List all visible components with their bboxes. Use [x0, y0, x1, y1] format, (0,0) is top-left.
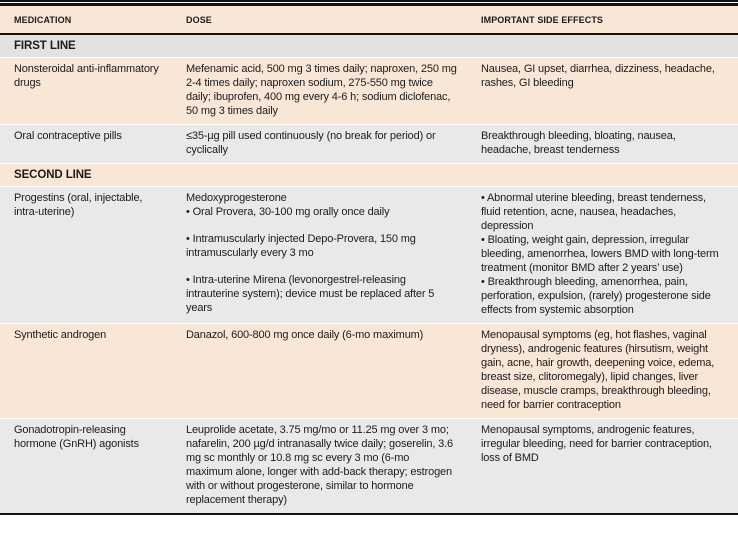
column-header-side-effects: IMPORTANT SIDE EFFECTS [481, 15, 604, 25]
bottom-rule [0, 513, 738, 515]
table-header-row [0, 6, 738, 33]
cell-paragraph: • Oral Provera, 30-100 mg orally once daily [186, 206, 390, 218]
cell-paragraph: Menopausal symptoms, androgenic features, irregular bleeding, need for barrier contraception, loss of BMD [481, 424, 712, 464]
side-effects-cell [467, 58, 738, 124]
cell-paragraph: Breakthrough bleeding, bloating, nausea, headache, breast tenderness [481, 130, 676, 156]
dose-cell [172, 58, 467, 124]
cell-paragraph: Danazol, 600-800 mg once daily (6-mo maximum) [186, 329, 424, 341]
section-header-first-line [0, 35, 738, 57]
cell-paragraph: • Breakthrough bleeding, amenorrhea, pain, perforation, expulsion, (rarely) progesterone side effects from systemic absorption [481, 276, 711, 316]
section-label: SECOND LINE [14, 169, 92, 181]
cell-paragraph: Leuprolide acetate, 3.75 mg/mo or 11.25 mg over 3 mo; nafarelin, 200 µg/d intranasally twice daily; goserelin, 3.6 mg sc monthly or 10.8 mg sc every 3 mo (6-mo maximum alone, longer with add-back therapy; estrogen with or without progesterone, similar to hormone replacement therapy) [186, 424, 453, 506]
cell-paragraph: Nausea, GI upset, diarrhea, dizziness, headache, rashes, GI bleeding [481, 63, 715, 89]
dose-cell [172, 125, 467, 163]
table-row-gnrh-agonists [0, 418, 738, 513]
cell-paragraph: ≤35-µg pill used continuously (no break for period) or cyclically [186, 130, 436, 156]
dose-cell [172, 187, 467, 323]
side-effects-cell [467, 324, 738, 418]
cell-paragraph: Mefenamic acid, 500 mg 3 times daily; naproxen, 250 mg 2-4 times daily; naproxen sodium, 275-550 mg twice daily; ibuprofen, 400 mg every 4-6 h; sodium diclofenac, 50 mg 3 times daily [186, 63, 457, 117]
medication-cell: Progestins (oral, injectable, intra-uterine) [14, 192, 143, 218]
cell-paragraph: • Bloating, weight gain, depression, irregular bleeding, amenorrhea, lowers BMD with long-term treatment (monitor BMD after 2 years’ use) [481, 234, 719, 274]
cell-paragraph: • Intra-uterine Mirena (levonorgestrel-releasing intrauterine system); device must be replaced after 5 years [186, 274, 435, 314]
column-header-dose: DOSE [186, 15, 212, 25]
table-row-progestins [0, 186, 738, 323]
table-row-synthetic-androgen [0, 323, 738, 418]
medication-cell: Nonsteroidal anti-inflammatory drugs [14, 63, 159, 89]
side-effects-cell [467, 419, 738, 513]
dose-cell [172, 324, 467, 418]
table-row-nsaids [0, 57, 738, 124]
cell-paragraph: Menopausal symptoms (eg, hot flashes, vaginal dryness), androgenic features (hirsutism, weight gain, acne, hair growth, deepening voice, edema, breast size, clitoromegaly), lipid changes, liver disease, muscle cramps, breakthrough bleeding, need for barrier contraception [481, 329, 715, 411]
side-effects-cell [467, 125, 738, 163]
section-label: FIRST LINE [14, 40, 76, 52]
medication-cell: Oral contraceptive pills [14, 130, 122, 142]
side-effects-cell [467, 187, 738, 323]
medication-cell: Gonadotropin-releasing hormone (GnRH) agonists [14, 424, 139, 450]
table-row-oral-contraceptives [0, 124, 738, 163]
medication-cell: Synthetic androgen [14, 329, 107, 341]
section-header-second-line [0, 163, 738, 186]
cell-paragraph: • Abnormal uterine bleeding, breast tenderness, fluid retention, acne, nausea, headaches, depression [481, 192, 706, 232]
dose-cell [172, 419, 467, 513]
cell-paragraph: • Intramuscularly injected Depo-Provera, 150 mg intramuscularly every 3 mo [186, 233, 416, 259]
column-header-medication: MEDICATION [14, 15, 72, 25]
cell-paragraph: Medoxyprogesterone [186, 192, 287, 204]
